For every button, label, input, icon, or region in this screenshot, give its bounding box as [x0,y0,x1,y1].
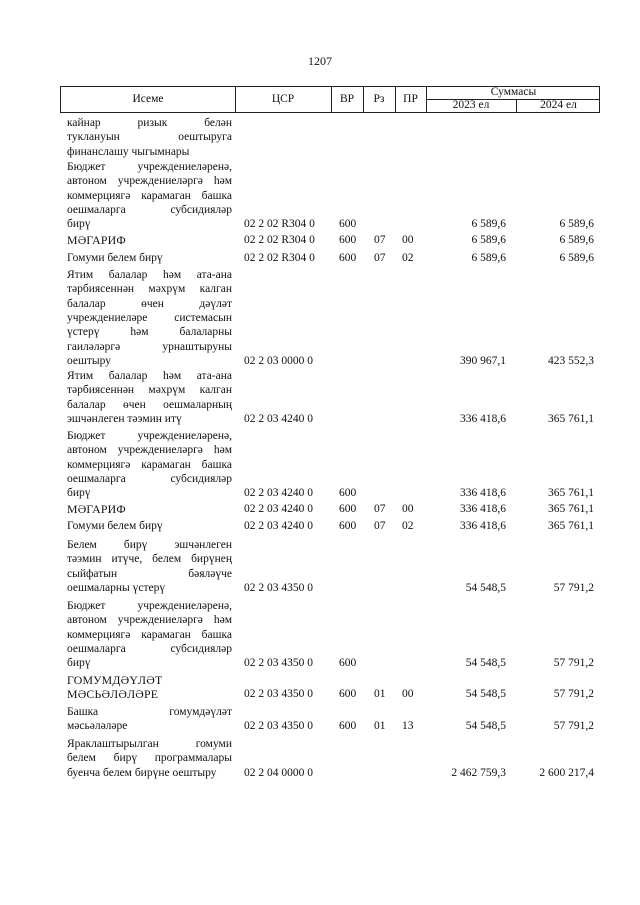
row-csr: 02 2 03 4350 0 [244,581,313,594]
row-sum-2023: 6 589,6 [471,218,506,231]
row-sum-2024: 365 761,1 [548,412,594,425]
row-vr: 600 [339,503,357,515]
row-vr: 600 [339,720,357,733]
row-pr: 02 [402,520,414,532]
row-csr: 02 2 03 4240 0 [244,503,313,515]
row-rz: 01 [374,720,386,733]
row-name-line: бирү [67,218,91,231]
row-sum-2023: 54 548,5 [465,657,506,670]
row-name-line: эшчәнлеген тәэмин итү [67,412,182,425]
row-sum-2024: 57 791,2 [553,581,594,594]
row-pr: 00 [402,503,414,515]
row-name-line: Яраклаштырылган гомуми [67,738,232,750]
row-name-line: балалар өчен оешмаларның [67,398,232,411]
row-sum-2023: 336 418,6 [460,503,506,515]
row-name-line: оештыру [67,354,111,367]
row-name-line: мәсьәләләре [67,720,128,733]
row-csr: 02 2 03 4350 0 [244,688,313,701]
table-row [0,160,640,232]
row-name-line: сыйфатын бәяләүче [67,567,232,580]
row-vr: 600 [339,520,357,532]
row-vr: 600 [339,688,357,701]
row-sum-2023: 6 589,6 [471,252,506,264]
row-name-line: учреждениеләре системасын [67,311,232,324]
row-name-line: МӘСЬӘЛӘЛӘРЕ [67,687,159,702]
row-pr: 00 [402,234,414,246]
row-name-line: Гомуми белем бирү [67,520,163,532]
table-row [0,233,640,247]
row-vr: 600 [339,234,357,246]
row-sum-2024: 57 791,2 [553,688,594,701]
header-rz: Рз [373,93,385,105]
row-vr: 600 [339,252,357,264]
row-rz: 07 [374,252,386,264]
row-name-line: тәрбиясеннән мәхрүм калган [67,384,232,397]
row-name-line: МӘГАРИФ [67,502,126,516]
header-vr: ВР [339,93,355,105]
table-header [60,86,600,113]
row-csr: 02 2 02 R304 0 [244,252,315,264]
row-name-line: оешмаларга субсидияләр [67,642,232,655]
row-name-line: МӘГАРИФ [67,233,126,247]
row-name-line: автоном учреждениеләргә һәм [67,614,232,627]
row-vr: 600 [339,218,357,231]
row-name-line: тәрбиясеннән мәхрүм калган [67,283,232,296]
row-sum-2023: 54 548,5 [465,581,506,594]
row-sum-2024: 57 791,2 [553,657,594,670]
row-name-line: кайнар ризык белән [67,117,232,129]
row-sum-2024: 57 791,2 [553,720,594,733]
row-rz: 07 [374,503,386,515]
table-row [0,737,640,780]
row-sum-2024: 423 552,3 [548,354,594,367]
row-name-line: Гомуми белем бирү [67,252,163,264]
row-name-line: туклануын оештыруга [67,131,232,144]
header-pr: ПР [403,93,418,105]
row-name-line: коммерциягә карамаган башка [67,189,232,202]
row-name-line: бирү [67,487,91,500]
row-name-line: белем бирү программалары [67,752,232,765]
row-name-line: оешмаларны үстерү [67,581,166,594]
row-sum-2024: 6 589,6 [559,252,594,264]
row-name-line: Бюджет учреждениеләренә, [67,600,232,612]
row-sum-2023: 2 462 759,3 [451,766,506,779]
table-row [0,369,640,426]
row-name-line: коммерциягә карамаган башка [67,458,232,471]
row-name-line: коммерциягә карамаган башка [67,628,232,641]
row-csr: 02 2 02 R304 0 [244,218,315,231]
row-csr: 02 2 03 0000 0 [244,354,313,367]
row-name-line: гаиләләргә урнаштыруны [67,340,232,353]
row-vr: 600 [339,487,357,500]
row-rz: 01 [374,688,386,701]
row-name-line: финанслашу чыгымнары [67,145,190,158]
row-sum-2023: 390 967,1 [460,354,506,367]
row-sum-2023: 336 418,6 [460,487,506,500]
row-sum-2023: 336 418,6 [460,520,506,532]
row-sum-2023: 54 548,5 [465,688,506,701]
row-name-line: буенча белем бирүне оештыру [67,766,217,779]
row-rz: 07 [374,234,386,246]
header-sums: Суммасы [490,86,537,98]
table-row [0,519,640,533]
row-csr: 02 2 03 4240 0 [244,487,313,500]
row-csr: 02 2 03 4350 0 [244,657,313,670]
row-csr: 02 2 03 4350 0 [244,720,313,733]
row-csr: 02 2 04 0000 0 [244,766,313,779]
table-row [0,429,640,501]
header-csr: ЦСР [271,93,295,105]
table-row [0,268,640,368]
row-sum-2024: 6 589,6 [559,234,594,246]
table-row [0,502,640,516]
row-sum-2023: 336 418,6 [460,412,506,425]
row-rz: 07 [374,520,386,532]
row-sum-2024: 2 600 217,4 [539,766,594,779]
row-pr: 13 [402,720,414,733]
row-name-line: автоном учреждениеләргә һәм [67,444,232,457]
row-csr: 02 2 03 4240 0 [244,520,313,532]
table-row [0,705,640,734]
row-csr: 02 2 03 4240 0 [244,412,313,425]
table-row [0,673,640,702]
row-vr: 600 [339,657,357,670]
row-name-line: Башка гомумдәүләт [67,706,232,718]
row-name-line: үстерү һәм балаларны [67,326,232,339]
row-name-line: балалар өчен дәүләт [67,297,232,310]
row-sum-2024: 365 761,1 [548,503,594,515]
page-number: 1207 [308,54,332,68]
table-row [0,599,640,671]
row-name-line: бирү [67,657,91,670]
table-row [0,538,640,595]
row-name-line: Ятим балалар һәм ата-ана [67,269,232,281]
header-name: Исеме [132,93,164,105]
row-name-line: Ятим балалар һәм ата-ана [67,370,232,382]
table-row [0,116,640,159]
header-year-2024: 2024 ел [540,99,577,111]
row-name-line: оешмаларга субсидияләр [67,472,232,485]
header-year-2023: 2023 ел [452,99,490,111]
row-name-line: тәэмин итүче, белем бирүнең [67,553,232,566]
row-name-line: ГОМУМДӘҮЛӘТ [67,673,163,687]
row-sum-2024: 365 761,1 [548,520,594,532]
row-sum-2024: 6 589,6 [559,218,594,231]
row-name-line: автоном учреждениеләргә һәм [67,175,232,188]
row-pr: 02 [402,252,414,264]
row-name-line: Бюджет учреждениеләренә, [67,430,232,442]
row-sum-2023: 6 589,6 [471,234,506,246]
row-pr: 00 [402,688,414,701]
row-name-line: Бюджет учреждениеләренә, [67,161,232,173]
row-sum-2023: 54 548,5 [465,720,506,733]
row-sum-2024: 365 761,1 [548,487,594,500]
row-name-line: Белем бирү эшчәнлеген [67,539,232,551]
row-csr: 02 2 02 R304 0 [244,234,315,246]
row-name-line: оешмаларга субсидияләр [67,203,232,216]
table-row [0,251,640,265]
